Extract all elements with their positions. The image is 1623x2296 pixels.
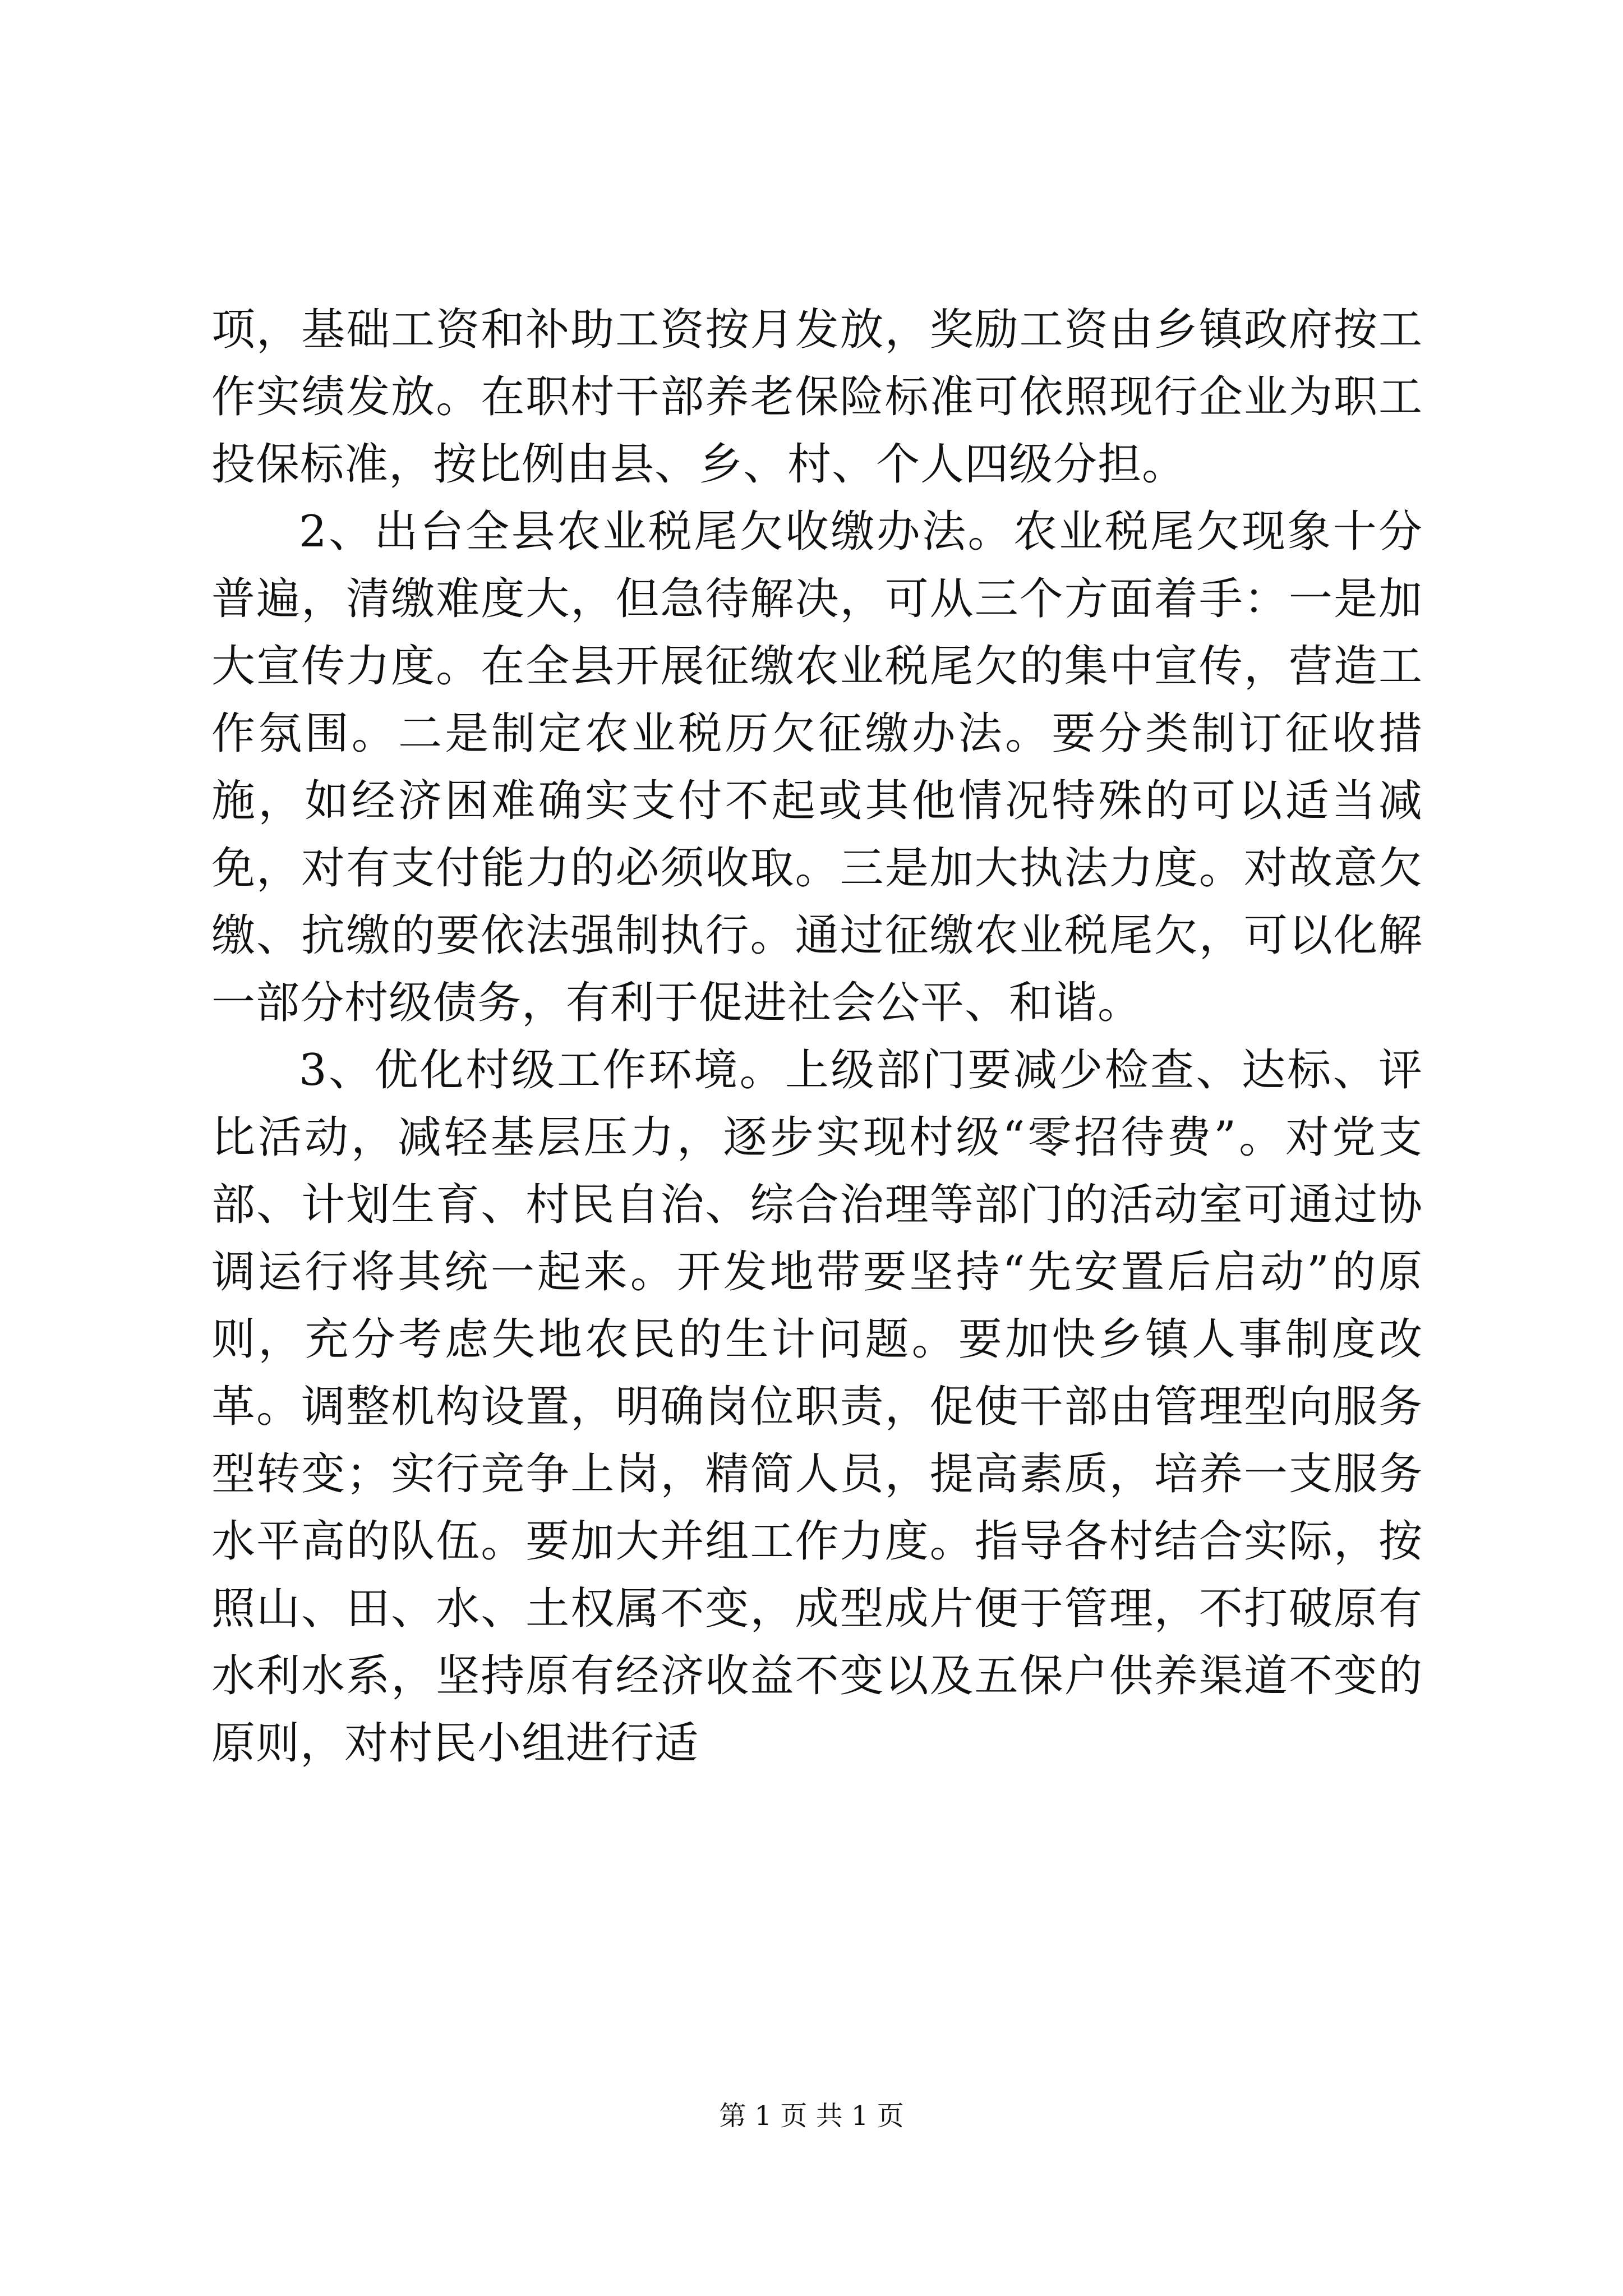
paragraph-item-3: 3、优化村级工作环境。上级部门要减少检查、达标、评比活动，减轻基层压力，逐步实现村级“零招待费”。对党支部、计划生育、村民自治、综合治理等部门的活动室可通过协调运行将其统一起来。开发地带要坚持“先安置后启动”的原则，充分考虑失地农民的生计问题。要加快乡镇人事制度改革。调整机构设置，明确岗位职责，促使干部由管理型向服务型转变；实行竞争上岗，精简人员，提高素质，培养一支服务水平高的队伍。要加大并组工作力度。指导各村结合实际，按照山、田、水、土权属不变，成型成片便于管理，不打破原有水利水系，坚持原有经济收益不变以及五保户供养渠道不变的原则，对村民小组进行适 <box>211 1045 1423 1769</box>
paragraph-continuation: 项，基础工资和补助工资按月发放，奖励工资由乡镇政府按工作实绩发放。在职村干部养老保险标准可依照现行企业为职工投保标准，按比例由县、乡、村、个人四级分担。 <box>211 305 1423 490</box>
document-body <box>211 296 1423 1777</box>
paragraph-item-2: 2、出台全县农业税尾欠收缴办法。农业税尾欠现象十分普遍，清缴难度大，但急待解决，可从三个方面着手：一是加大宣传力度。在全县开展征缴农业税尾欠的集中宣传，营造工作氛围。二是制定农业税历欠征缴办法。要分类制订征收措施，如经济困难确实支付不起或其他情况特殊的可以适当减免，对有支付能力的必须收取。三是加大执法力度。对故意欠缴、抗缴的要依法强制执行。通过征缴农业税尾欠，可以化解一部分村级债务，有利于促进社会公平、和谐。 <box>211 507 1423 1028</box>
page-footer: 第 1 页 共 1 页 <box>719 2100 904 2132</box>
